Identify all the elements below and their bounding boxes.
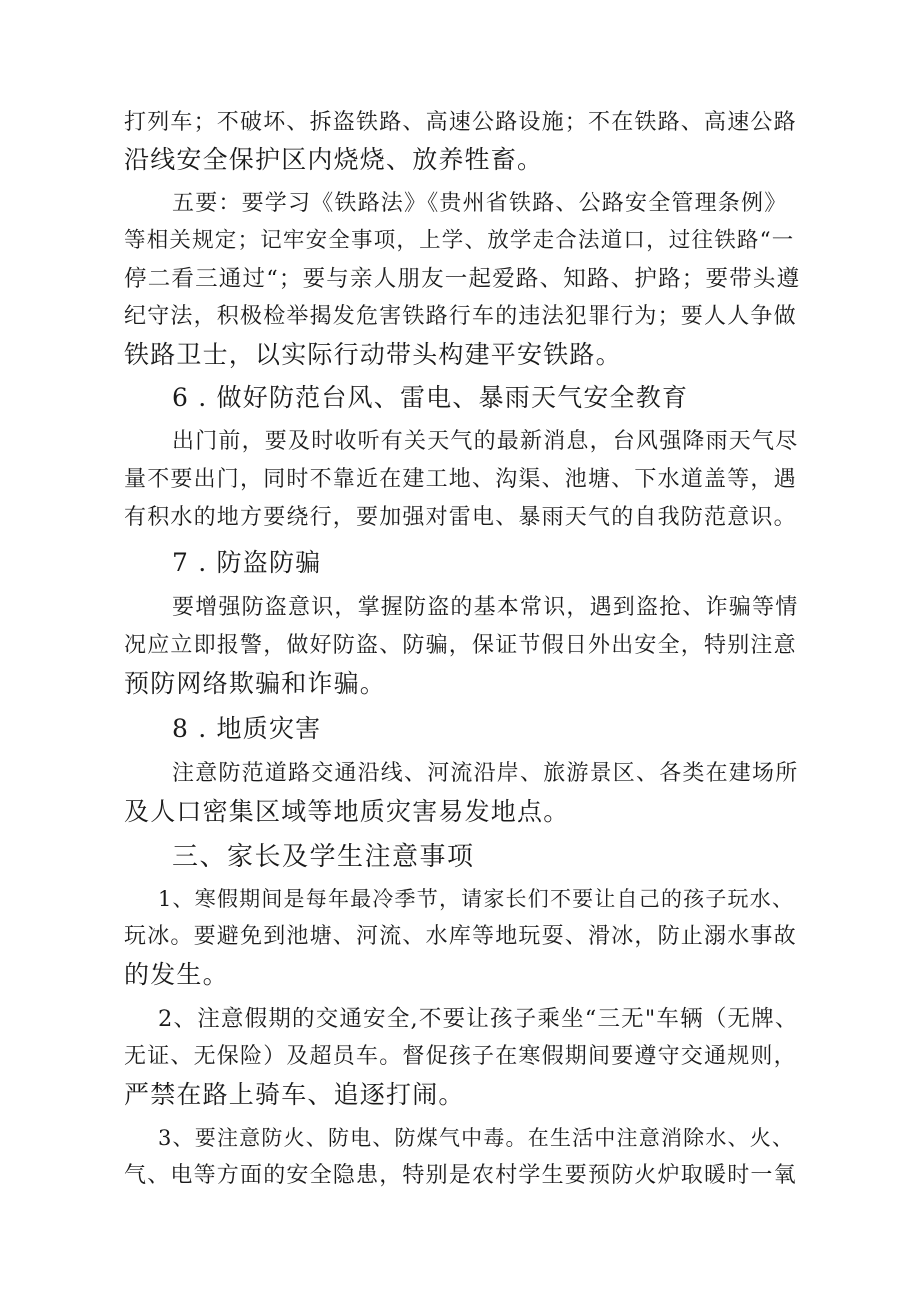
- text-line: 铁路卫士，以实际行动带头构建平安铁路。: [124, 340, 622, 369]
- text-line: 严禁在路上骑车、追逐打闹。: [124, 1080, 465, 1109]
- text-line: 无证、无保险）及超员车。督促孩子在寒假期间要遵守交通规则，: [124, 1044, 797, 1069]
- text-line: 等相关规定；记牢安全事项，上学、放学走合法道口，过往铁路“一: [124, 228, 795, 253]
- text-line: 注意防范道路交通沿线、河流沿岸、旅游景区、各类在建场所: [172, 761, 799, 786]
- text-line: 2、注意假期的交通安全,不要让孩子乘坐“三无"车辆（无牌、: [158, 1006, 799, 1032]
- text-line: 沿线安全保护区内烧烧、放养牲畜。: [124, 145, 544, 174]
- text-line: 况应立即报警，做好防盗、防骗，保证节假日外出安全，特别注意: [124, 633, 797, 658]
- text-line: 的发生。: [124, 960, 229, 989]
- text-line: 及人口密集区域等地质灾害易发地点。: [124, 797, 570, 826]
- text-line: 玩冰。要避免到池塘、河流、水库等地玩耍、滑冰，防止溺水事故: [124, 924, 797, 949]
- text-line: 要增强防盗意识，掌握防盗的基本常识，遇到盗抢、诈骗等情: [172, 595, 799, 620]
- text-line: 纪守法，积极检举揭发危害铁路行车的违法犯罪行为；要人人争做: [124, 304, 797, 329]
- text-line: 1、寒假期间是每年最冷季节，请家长们不要让自己的孩子玩水、: [158, 887, 795, 911]
- section-title: 三、家长及学生注意事项: [172, 842, 475, 872]
- text-line: 出门前，要及时收听有关天气的最新消息，台风强降雨天气尽: [172, 429, 799, 454]
- section-heading: 6 . 做好防范台风、雷电、暴雨天气安全教育: [172, 383, 689, 412]
- text-line: 打列车；不破坏、拆盗铁路、高速公路设施；不在铁路、高速公路: [124, 110, 797, 135]
- text-line: 3、要注意防火、防电、防煤气中毒。在生活中注意消除水、火、: [158, 1126, 795, 1150]
- text-line: 停二看三通过“；要与亲人朋友一起爱路、知路、护路；要带头遵: [124, 266, 801, 292]
- text-line: 预防网络欺骗和诈骗。: [124, 669, 387, 698]
- section-heading: 8 . 地质灾害: [172, 714, 322, 743]
- section-heading: 7 . 防盗防骗: [172, 548, 322, 577]
- text-line: 五要：要学习《铁路法》《贵州省铁路、公路安全管理条例》: [172, 191, 788, 216]
- text-line: 有积水的地方要绕行，要加强对雷电、暴雨天气的自我防范意识。: [124, 505, 797, 530]
- text-line: 气、电等方面的安全隐患，特别是农村学生要预防火炉取暖时一氧: [124, 1163, 797, 1188]
- text-line: 量不要出门，同时不靠近在建工地、沟渠、池塘、下水道盖等，遇: [124, 467, 797, 492]
